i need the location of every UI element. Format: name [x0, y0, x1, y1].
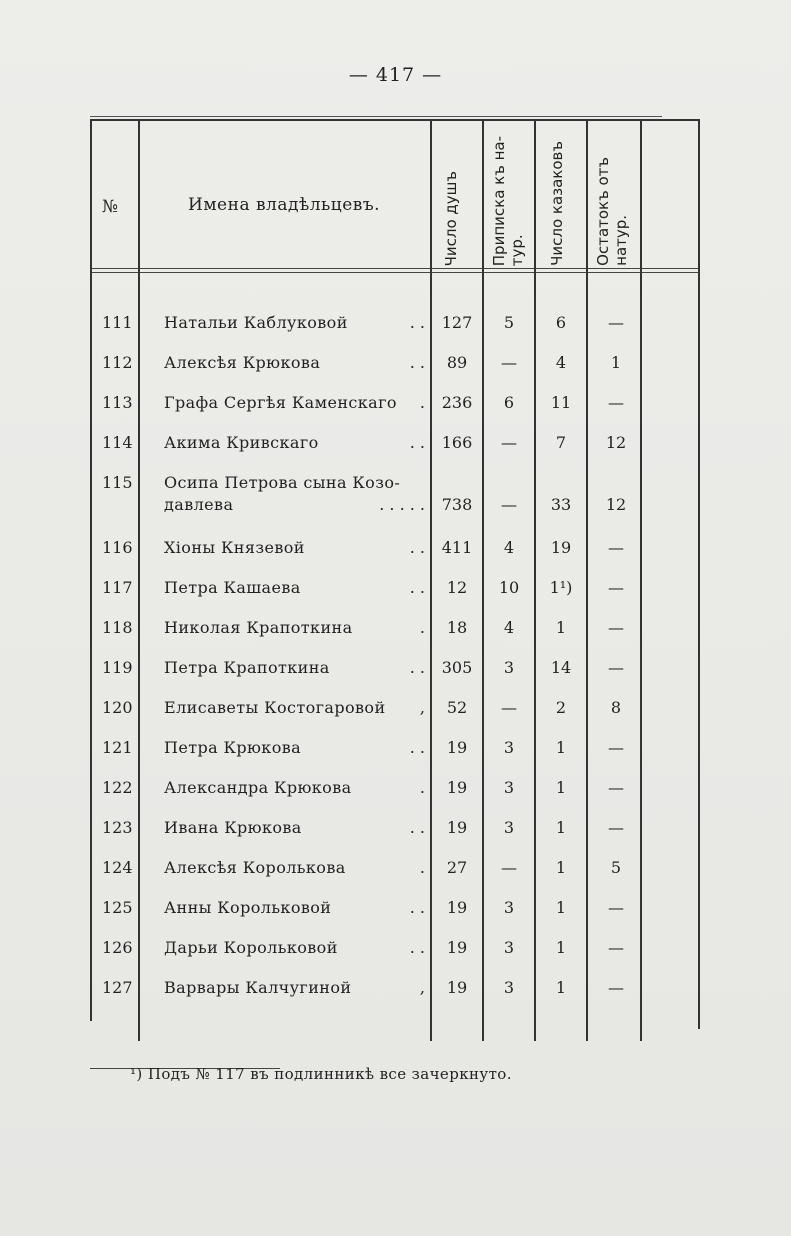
row-leader-dots: .	[419, 778, 425, 797]
row-cossacks: 6	[555, 313, 567, 332]
table-row	[90, 778, 698, 808]
table-row	[90, 698, 698, 728]
row-souls: 18	[446, 618, 468, 637]
table-top-rule-thin	[90, 116, 662, 117]
row-owner-name: Графа Сергѣя Каменскаго	[164, 393, 397, 412]
row-owner-name: Петра Крюкова	[164, 738, 302, 757]
row-leader-dots: .	[419, 858, 425, 877]
row-remainder: —	[608, 818, 624, 837]
row-cossacks: 2	[555, 698, 567, 717]
row-souls: 411	[441, 538, 473, 557]
row-leader-dots: . .	[409, 353, 425, 372]
row-number: 116	[102, 538, 133, 557]
table-row	[90, 353, 698, 383]
table-row	[90, 858, 698, 888]
row-souls: 305	[441, 658, 473, 677]
table-row	[90, 618, 698, 648]
row-owner-name: Натальи Каблуковой	[164, 313, 348, 332]
row-cossacks: 1	[555, 858, 567, 877]
row-leader-dots: ,	[419, 698, 425, 717]
row-assigned: 3	[503, 658, 515, 677]
row-number: 124	[102, 858, 133, 877]
row-remainder: —	[608, 938, 624, 957]
row-leader-dots: . .	[409, 658, 425, 677]
table-row	[90, 578, 698, 608]
header-rule-1	[90, 268, 698, 269]
row-cossacks: 1	[555, 978, 567, 997]
row-cossacks: 1	[555, 818, 567, 837]
row-cossacks: 1	[555, 738, 567, 757]
row-owner-name: Акима Кривскаго	[164, 433, 319, 452]
row-souls: 236	[441, 393, 473, 412]
row-assigned: 3	[503, 738, 515, 757]
row-number: 117	[102, 578, 133, 597]
table-row	[90, 738, 698, 768]
row-cossacks: 19	[550, 538, 572, 557]
row-souls: 166	[441, 433, 473, 452]
page-number: — 417 —	[348, 64, 443, 86]
row-owner-name: Варвары Калчугиной	[164, 978, 352, 997]
table-row	[90, 313, 698, 343]
row-cossacks: 33	[550, 495, 572, 514]
table-row	[90, 473, 698, 514]
row-number: 126	[102, 938, 133, 957]
row-owner-name: Алексѣя Крюкова	[164, 353, 321, 372]
row-assigned: 3	[503, 898, 515, 917]
row-assigned: —	[501, 495, 517, 514]
row-owner-name-continued: давлева	[164, 495, 234, 514]
row-assigned: —	[501, 433, 517, 452]
row-remainder: —	[608, 738, 624, 757]
row-remainder: —	[608, 658, 624, 677]
table-row	[90, 818, 698, 848]
row-cossacks: 1	[555, 938, 567, 957]
row-souls: 19	[446, 898, 468, 917]
table-top-rule	[90, 119, 698, 121]
row-owner-name: Петра Кашаева	[164, 578, 301, 597]
row-souls: 19	[446, 938, 468, 957]
row-number: 121	[102, 738, 133, 757]
row-assigned: 5	[503, 313, 515, 332]
row-owner-name: Осипа Петрова сына Козо-	[164, 473, 401, 492]
header-cossacks: Число казаковъ	[548, 141, 566, 266]
row-assigned: 3	[503, 778, 515, 797]
row-remainder: 8	[610, 698, 622, 717]
row-number: 115	[102, 473, 133, 492]
table-row	[90, 538, 698, 568]
row-number: 125	[102, 898, 133, 917]
row-owner-name: Хіоны Князевой	[164, 538, 305, 557]
row-cossacks: 4	[555, 353, 567, 372]
row-remainder: 5	[610, 858, 622, 877]
row-cossacks: 11	[550, 393, 572, 412]
row-remainder: —	[608, 393, 624, 412]
row-owner-name: Петра Крапоткина	[164, 658, 330, 677]
row-remainder: 12	[605, 433, 627, 452]
row-owner-name: Алексѣя Королькова	[164, 858, 346, 877]
row-cossacks: 1	[555, 898, 567, 917]
row-leader-dots: . .	[409, 938, 425, 957]
row-souls: 52	[446, 698, 468, 717]
row-remainder: —	[608, 898, 624, 917]
row-owner-name: Александра Крюкова	[164, 778, 352, 797]
row-assigned: 6	[503, 393, 515, 412]
row-owner-name: Анны Корольковой	[164, 898, 332, 917]
row-souls: 127	[441, 313, 473, 332]
row-leader-dots: . . . . .	[379, 495, 425, 514]
row-assigned: 3	[503, 938, 515, 957]
row-leader-dots: ,	[419, 978, 425, 997]
header-souls: Число душъ	[442, 170, 460, 266]
row-number: 112	[102, 353, 133, 372]
row-cossacks: 1	[555, 778, 567, 797]
row-souls: 12	[446, 578, 468, 597]
row-leader-dots: . .	[409, 818, 425, 837]
row-number: 122	[102, 778, 133, 797]
table-row	[90, 393, 698, 423]
row-remainder: —	[608, 778, 624, 797]
row-owner-name: Елисаветы Костогаровой	[164, 698, 386, 717]
row-cossacks: 1	[555, 618, 567, 637]
row-leader-dots: . .	[409, 538, 425, 557]
row-owner-name: Николая Крапоткина	[164, 618, 353, 637]
row-number: 111	[102, 313, 133, 332]
row-assigned: —	[501, 698, 517, 717]
row-owner-name: Дарьи Корольковой	[164, 938, 338, 957]
row-assigned: 4	[503, 618, 515, 637]
table-row	[90, 938, 698, 968]
row-souls: 19	[446, 738, 468, 757]
row-assigned: 10	[498, 578, 520, 597]
owners-table	[90, 113, 702, 1043]
row-owner-name: Ивана Крюкова	[164, 818, 302, 837]
table-row	[90, 978, 698, 1008]
row-remainder: —	[608, 978, 624, 997]
row-leader-dots: . .	[409, 313, 425, 332]
table-row	[90, 898, 698, 928]
row-souls: 19	[446, 778, 468, 797]
header-number: №	[102, 197, 119, 217]
row-souls: 27	[446, 858, 468, 877]
row-leader-dots: . .	[409, 738, 425, 757]
row-assigned: 4	[503, 538, 515, 557]
row-leader-dots: . .	[409, 898, 425, 917]
row-remainder: 1	[610, 353, 622, 372]
table-row	[90, 433, 698, 463]
row-leader-dots: . .	[409, 578, 425, 597]
row-leader-dots: .	[419, 618, 425, 637]
row-souls: 19	[446, 978, 468, 997]
row-assigned: —	[501, 353, 517, 372]
row-leader-dots: . .	[409, 433, 425, 452]
header-assigned: Приписка къ на- тур.	[490, 135, 526, 266]
row-souls: 738	[441, 495, 473, 514]
row-cossacks: 7	[555, 433, 567, 452]
row-remainder: 12	[605, 495, 627, 514]
row-cossacks: 1¹)	[549, 578, 573, 597]
row-number: 120	[102, 698, 133, 717]
row-leader-dots: .	[419, 393, 425, 412]
row-number: 123	[102, 818, 133, 837]
row-number: 118	[102, 618, 133, 637]
row-remainder: —	[608, 313, 624, 332]
row-souls: 89	[446, 353, 468, 372]
header-owner-names: Имена владѣльцевъ.	[188, 195, 381, 215]
table-row	[90, 658, 698, 688]
row-assigned: 3	[503, 818, 515, 837]
row-assigned: 3	[503, 978, 515, 997]
row-remainder: —	[608, 538, 624, 557]
row-souls: 19	[446, 818, 468, 837]
row-remainder: —	[608, 578, 624, 597]
header-remainder: Остатокъ отъ натур.	[594, 157, 630, 266]
column-divider-right	[698, 119, 700, 1029]
row-cossacks: 14	[550, 658, 572, 677]
row-number: 119	[102, 658, 133, 677]
header-rule-2	[90, 272, 698, 273]
row-number: 114	[102, 433, 133, 452]
row-number: 127	[102, 978, 133, 997]
row-assigned: —	[501, 858, 517, 877]
row-remainder: —	[608, 618, 624, 637]
footnote: ¹) Подъ № 117 въ подлинникѣ все зачеркнуто.	[130, 1065, 512, 1083]
row-number: 113	[102, 393, 133, 412]
